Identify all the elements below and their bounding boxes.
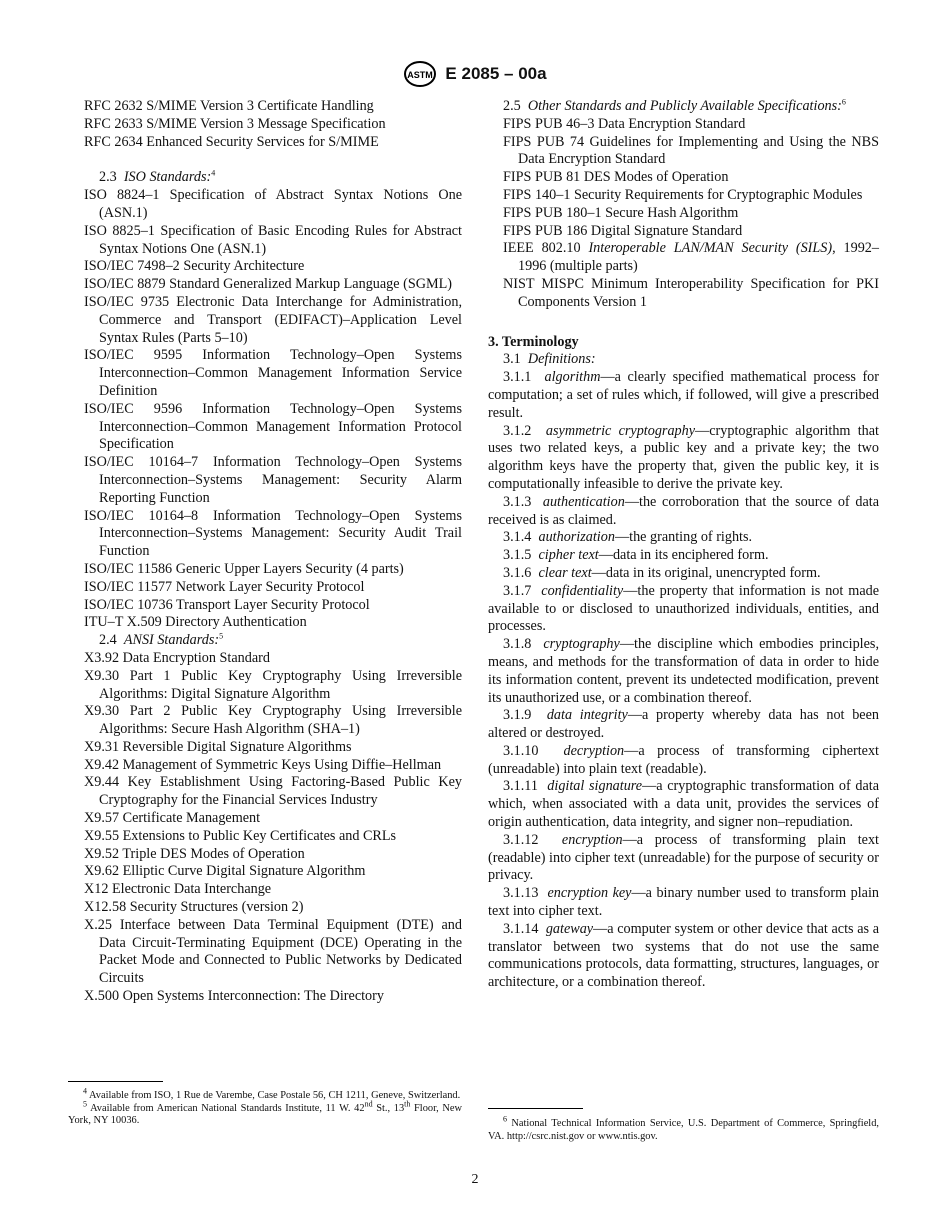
other-standards-list	[488, 116, 879, 241]
logo-text: ASTM	[407, 70, 434, 80]
reference-item: ISO/IEC 9595 Information Technology–Open Systems Interconnection–Common Management Information Service Definition	[84, 347, 462, 399]
reference-item: X9.44 Key Establishment Using Factoring-Based Public Key Cryptography for the Financial Services Industry	[84, 774, 462, 809]
definition-item: 3.1.11 digital signature—a cryptographic transformation of data which, when associated with a data unit, provides the services of origin authentication, data integrity, and signer non–repudiation.	[488, 778, 880, 831]
definition-item: 3.1.9 data integrity—a property whereby data has not been altered or destroyed.	[488, 707, 879, 742]
reference-item: RFC 2632 S/MIME Version 3 Certificate Handling	[84, 98, 374, 114]
defined-term: confidentiality	[541, 582, 624, 599]
defined-term: authentication	[542, 493, 625, 510]
reference-item: X9.62 Elliptic Curve Digital Signature Algorithm	[84, 863, 366, 880]
page-header	[0, 60, 950, 88]
defined-term: clear text	[538, 564, 592, 581]
definitions-list	[488, 369, 879, 992]
other-standards-heading: 2.5 Other Standards and Publicly Available Specifications:$^6$	[503, 97, 846, 114]
definition-item: 3.1.4 authorization—the granting of rights.	[503, 529, 753, 546]
footnote-4: $^4$ Available from ISO, 1 Rue de Varembe, Case Postale 56, CH 1211, Geneve, Switzerland.	[83, 1086, 461, 1101]
footnote-divider	[488, 1108, 583, 1109]
reference-item: NIST MISPC Minimum Interoperability Specification for PKI Components Version 1	[503, 275, 879, 310]
definition-item: 3.1.12 encryption—a process of transforming plain text (readable) into cipher text (unreadable) for the purpose of security or privacy.	[488, 831, 880, 884]
reference-item: RFC 2633 S/MIME Version 3 Message Specification	[84, 115, 386, 132]
definition-item: 3.1.13 encryption key—a binary number used to transform plain text into cipher text.	[488, 885, 880, 920]
definition-item: 3.1.1 algorithm—a clearly specified mathematical process for computation; a set of rules which, if followed, will give a prescribed result.	[488, 369, 880, 421]
iso-list	[84, 187, 462, 632]
defined-term: digital signature	[547, 778, 643, 795]
ansi-heading: 2.4 ANSI Standards:$^5$	[99, 631, 224, 649]
defined-term: encryption key	[547, 885, 632, 902]
reference-item: FIPS PUB 46–3 Data Encryption Standard	[503, 115, 746, 132]
reference-item: ISO/IEC 7498–2 Security Architecture	[84, 258, 305, 275]
reference-item: ISO/IEC 10164–8 Information Technology–Open Systems Interconnection–Systems Management: Security Audit Trail Function	[84, 507, 462, 560]
reference-item: ISO 8825–1 Specification of Basic Encoding Rules for Abstract Syntax Notions One (ASN.1)	[84, 222, 462, 257]
page-number: 2	[471, 1172, 479, 1187]
reference-item: ISO/IEC 11586 Generic Upper Layers Security (4 parts)	[84, 560, 404, 577]
reference-item: X.25 Interface between Data Terminal Equipment (DTE) and Data Circuit-Terminating Equipment (DCE) Operating in the Packet Mode and Connected to Public Networks by Dedicated Circuits	[84, 916, 462, 987]
reference-item: FIPS PUB 74 Guidelines for Implementing and Using the NBS Data Encryption Standard	[503, 133, 879, 168]
defined-term: algorithm	[544, 369, 601, 386]
reference-item: X9.52 Triple DES Modes of Operation	[84, 845, 305, 862]
reference-item: ISO/IEC 9596 Information Technology–Open Systems Interconnection–Common Management Information Protocol Specification	[84, 400, 462, 453]
defined-term: encryption	[561, 831, 623, 848]
defined-term: gateway	[545, 920, 594, 937]
rfc-list	[84, 98, 462, 151]
defined-term: cipher text	[538, 547, 599, 564]
reference-item: X9.55 Extensions to Public Key Certificates and CRLs	[84, 827, 397, 844]
reference-item: ISO/IEC 11577 Network Layer Security Protocol	[84, 578, 365, 595]
footnote-5: $^5$ Available from American National Standards Institute, 11 W. 42nd St., 13th Floor, New York, NY 10036.	[68, 1099, 462, 1127]
reference-item: X12 Electronic Data Interchange	[84, 881, 272, 898]
definition-item: 3.1.5 cipher text—data in its enciphered form.	[503, 547, 769, 564]
reference-item: ISO/IEC 10736 Transport Layer Security Protocol	[84, 596, 370, 613]
astm-logo-icon	[403, 60, 437, 88]
definition-item: 3.1.8 cryptography—the discipline which embodies principles, means, and methods for the transformation of data in order to hide its information content, prevent its undetected modification, prevent its unauthorized use, or a combination thereof.	[488, 636, 879, 706]
reference-item: X9.30 Part 2 Public Key Cryptography Using Irreversible Algorithms: Secure Hash Algorithm (SHA–1)	[84, 703, 462, 738]
reference-item: ISO 8824–1 Specification of Abstract Syntax Notions One (ASN.1)	[84, 187, 462, 221]
left-column	[84, 98, 462, 1006]
reference-item: ISO/IEC 8879 Standard Generalized Markup Language (SGML)	[84, 276, 452, 293]
reference-item: FIPS PUB 186 Digital Signature Standard	[503, 222, 743, 239]
reference-item: ISO/IEC 9735 Electronic Data Interchange for Administration, Commerce and Transport (EDIFACT)–Application Level Syntax Rules (Parts 5–10)	[84, 293, 462, 346]
defined-term: authorization	[538, 529, 615, 546]
reference-item: X9.30 Part 1 Public Key Cryptography Using Irreversible Algorithms: Digital Signature Algorithm	[84, 667, 462, 702]
reference-item: X12.58 Security Structures (version 2)	[84, 899, 304, 916]
reference-item: FIPS PUB 180–1 Secure Hash Algorithm	[503, 204, 739, 221]
right-column	[488, 98, 879, 992]
iso-heading: 2.3 ISO Standards:$^4$	[99, 168, 216, 186]
definition-item: 3.1.14 gateway—a computer system or other device that acts as a translator between two systems that do not use the same communications protocols, data formatting, structures, languages, or architecture, or a combination thereof.	[488, 920, 879, 991]
defined-term: decryption	[563, 742, 625, 759]
definition-item: 3.1.7 confidentiality—the property that information is not made available to or disclosed to unauthorized individuals, entities, and processes.	[488, 582, 880, 635]
reference-item: FIPS PUB 81 DES Modes of Operation	[503, 169, 729, 186]
definition-item: 3.1.3 authentication—the corroboration that the source of data received is as claimed.	[488, 493, 879, 528]
reference-item: X.500 Open Systems Interconnection: The Directory	[84, 988, 384, 1005]
definition-item: 3.1.6 clear text—data in its original, unencrypted form.	[503, 564, 821, 581]
defined-term: data integrity	[546, 707, 628, 724]
reference-item: X3.92 Data Encryption Standard	[84, 649, 270, 666]
reference-item: ISO/IEC 10164–7 Information Technology–Open Systems Interconnection–Systems Management: Security Alarm Reporting Function	[84, 454, 462, 506]
reference-item: IEEE 802.10 Interoperable LAN/MAN Security (SILS), 1992–1996 (multiple parts)	[503, 240, 879, 275]
ansi-list	[84, 650, 462, 1006]
section-heading-terminology: 3. Terminology	[488, 333, 579, 350]
definitions-heading: 3.1 Definitions:	[503, 351, 596, 368]
reference-item: ITU–T X.509 Directory Authentication	[84, 614, 307, 631]
reference-item: FIPS 140–1 Security Requirements for Cryptographic Modules	[503, 186, 863, 203]
defined-term: asymmetric cryptography	[545, 422, 696, 439]
reference-item: X9.31 Reversible Digital Signature Algorithms	[84, 738, 352, 755]
definition-item: 3.1.10 decryption—a process of transforming ciphertext (unreadable) into plain text (readable).	[488, 742, 879, 777]
footnotes-right	[488, 1114, 879, 1143]
designation: E 2085 – 00a	[445, 64, 547, 83]
footnote-6: $^6$ National Technical Information Service, U.S. Department of Commerce, Springfield, VA. http://csrc.nist.gov or www.ntis.gov.	[488, 1114, 879, 1142]
footnotes-left	[68, 1086, 462, 1128]
reference-item: RFC 2634 Enhanced Security Services for S/MIME	[84, 133, 379, 150]
reference-item: X9.57 Certificate Management	[84, 810, 261, 827]
reference-item: X9.42 Management of Symmetric Keys Using Diffie–Hellman	[84, 756, 442, 773]
defined-term: cryptography	[543, 636, 620, 653]
footnote-divider	[68, 1081, 163, 1082]
definition-item: 3.1.2 asymmetric cryptography—cryptographic algorithm that uses two related keys, a public key and a private key; the two algorithm keys have the property that, given the public key, it is computationally infeasible to derive the private key.	[488, 422, 880, 492]
